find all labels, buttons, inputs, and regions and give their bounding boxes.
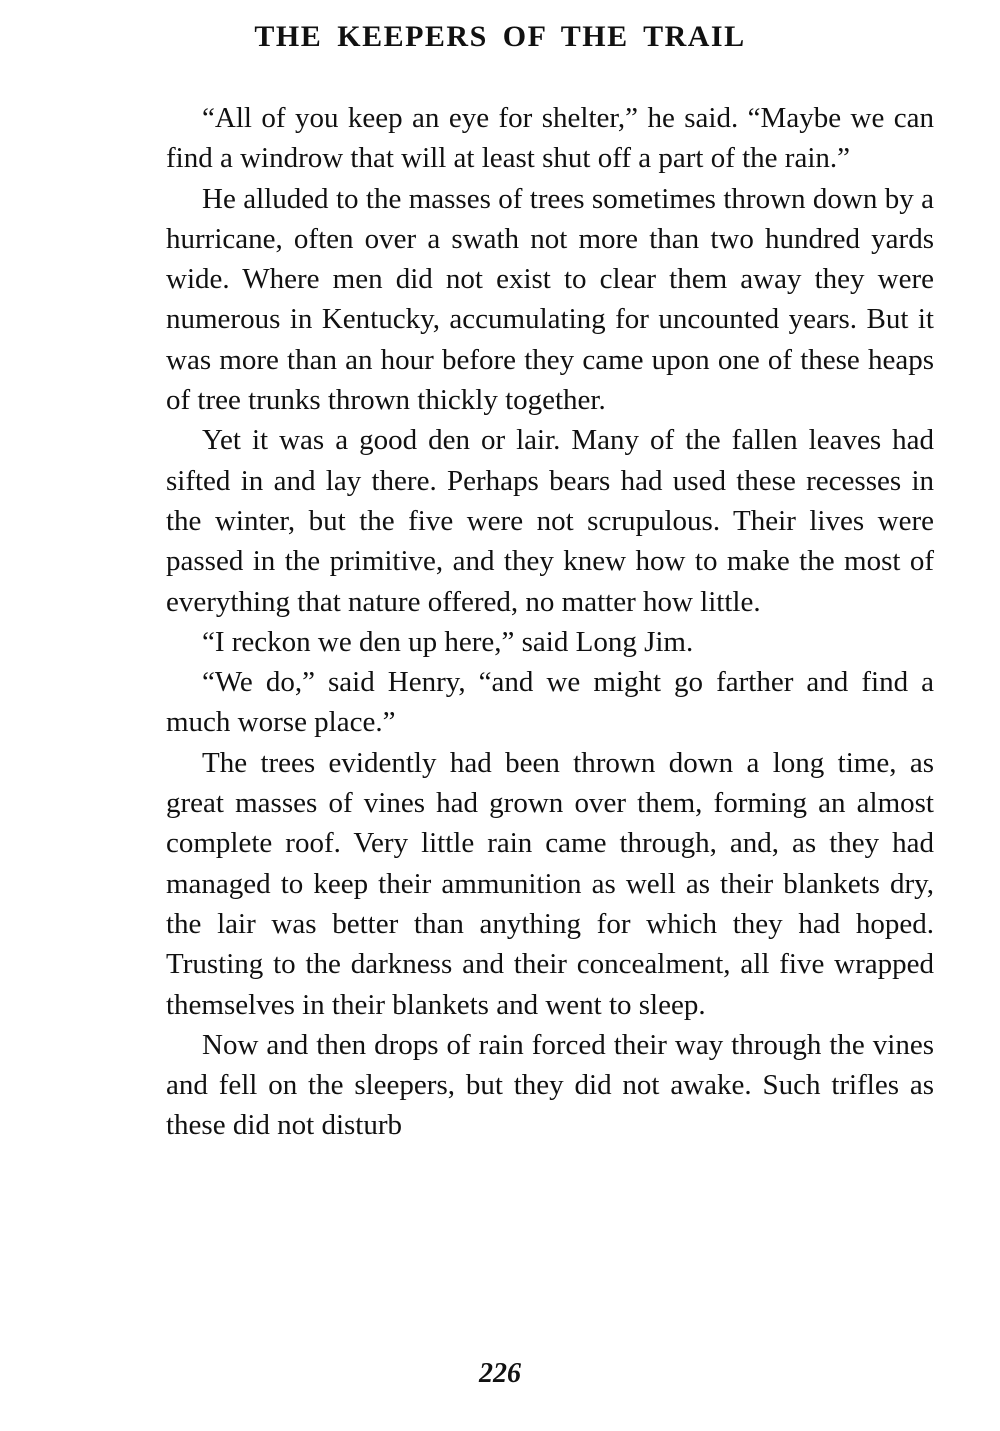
paragraph: Yet it was a good den or lair. Many of the fallen leaves had sifted in and lay there. Perhaps bears had used these recesses in the winter, but the five were not scrupulous. Their lives were passed in the primitive, and they knew how to make the most of everything that nature offered, no matter how little.	[166, 424, 934, 618]
paragraph: “We do,” said Henry, “and we might go farther and find a much worse place.”	[166, 666, 934, 739]
paragraph: The trees evidently had been thrown down a long time, as great masses of vines had grown over them, forming an almost complete roof. Very little rain came through, and, as they had managed to keep their ammunition as well as their blankets dry, the lair was better than anything for which they had hoped. Trusting to the darkness and their concealment, all five wrapped themselves in their blankets and went to sleep.	[166, 746, 934, 1021]
paragraph: “All of you keep an eye for shelter,” he said. “Maybe we can find a windrow that will at least shut off a part of the rain.”	[166, 102, 934, 175]
page-number: 226	[479, 1358, 521, 1389]
paragraph: He alluded to the masses of trees sometimes thrown down by a hurricane, often over a swath not more than two hundred yards wide. Where men did not exist to clear them away they were numerous in Kentucky, accumulating for uncounted years. But it was more than an hour before they came upon one of these heaps of tree trunks thrown thickly together.	[166, 182, 934, 417]
paragraph: “I reckon we den up here,” said Long Jim.	[202, 625, 694, 658]
body-text	[166, 98, 934, 1146]
paragraph-continued: Now and then drops of rain forced their way through the vines and fell on the sleepers, but they did not awake. Such trifles as these did not disturb	[166, 1028, 934, 1142]
running-head: THE KEEPERS OF THE TRAIL	[254, 20, 746, 53]
